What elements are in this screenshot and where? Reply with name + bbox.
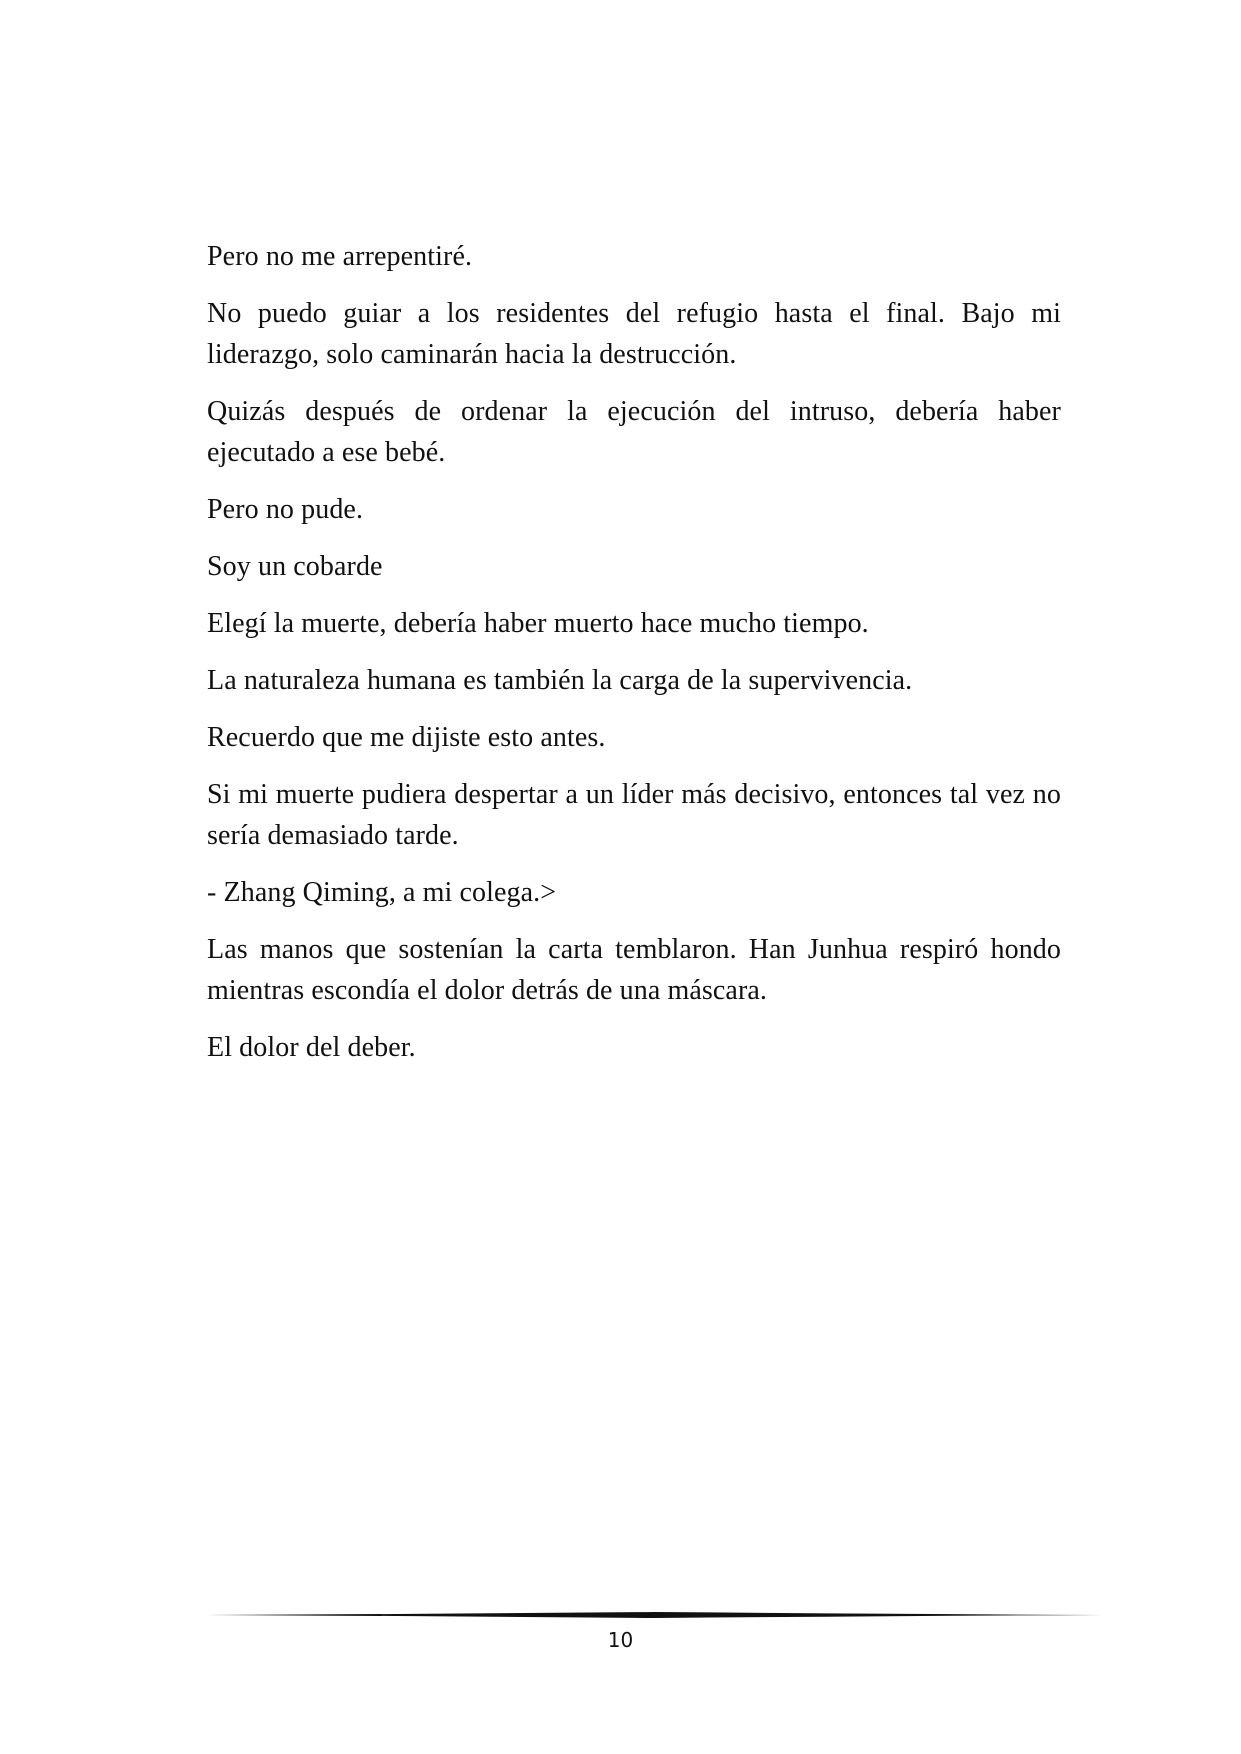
paragraph: Recuerdo que me dijiste esto antes. — [207, 722, 606, 753]
paragraph: La naturaleza humana es también la carga de la supervivencia. — [207, 665, 913, 696]
paragraph: Si mi muerte pudiera despertar a un líder más decisivo, entonces tal vez no sería demasiado tarde. — [207, 779, 1061, 851]
paragraph: Quizás después de ordenar la ejecución del intruso, debería haber ejecutado a ese bebé. — [207, 396, 1061, 468]
footer-divider — [207, 1608, 1103, 1622]
page-number: 10 — [607, 1628, 634, 1652]
paragraph: - Zhang Qiming, a mi colega.> — [207, 877, 557, 908]
paragraph: Pero no pude. — [207, 494, 364, 525]
paragraph: Soy un cobarde — [207, 551, 383, 582]
paragraph: Pero no me arrepentiré. — [207, 241, 473, 272]
body-text — [207, 236, 1061, 1068]
paragraph: El dolor del deber. — [207, 1032, 416, 1063]
paragraph: No puedo guiar a los residentes del refugio hasta el final. Bajo mi liderazgo, solo caminarán hacia la destrucción. — [207, 298, 1061, 370]
paragraph: Las manos que sostenían la carta temblaron. Han Junhua respiró hondo mientras escondía el dolor detrás de una máscara. — [207, 934, 1061, 1006]
paragraph: Elegí la muerte, debería haber muerto hace mucho tiempo. — [207, 608, 869, 639]
